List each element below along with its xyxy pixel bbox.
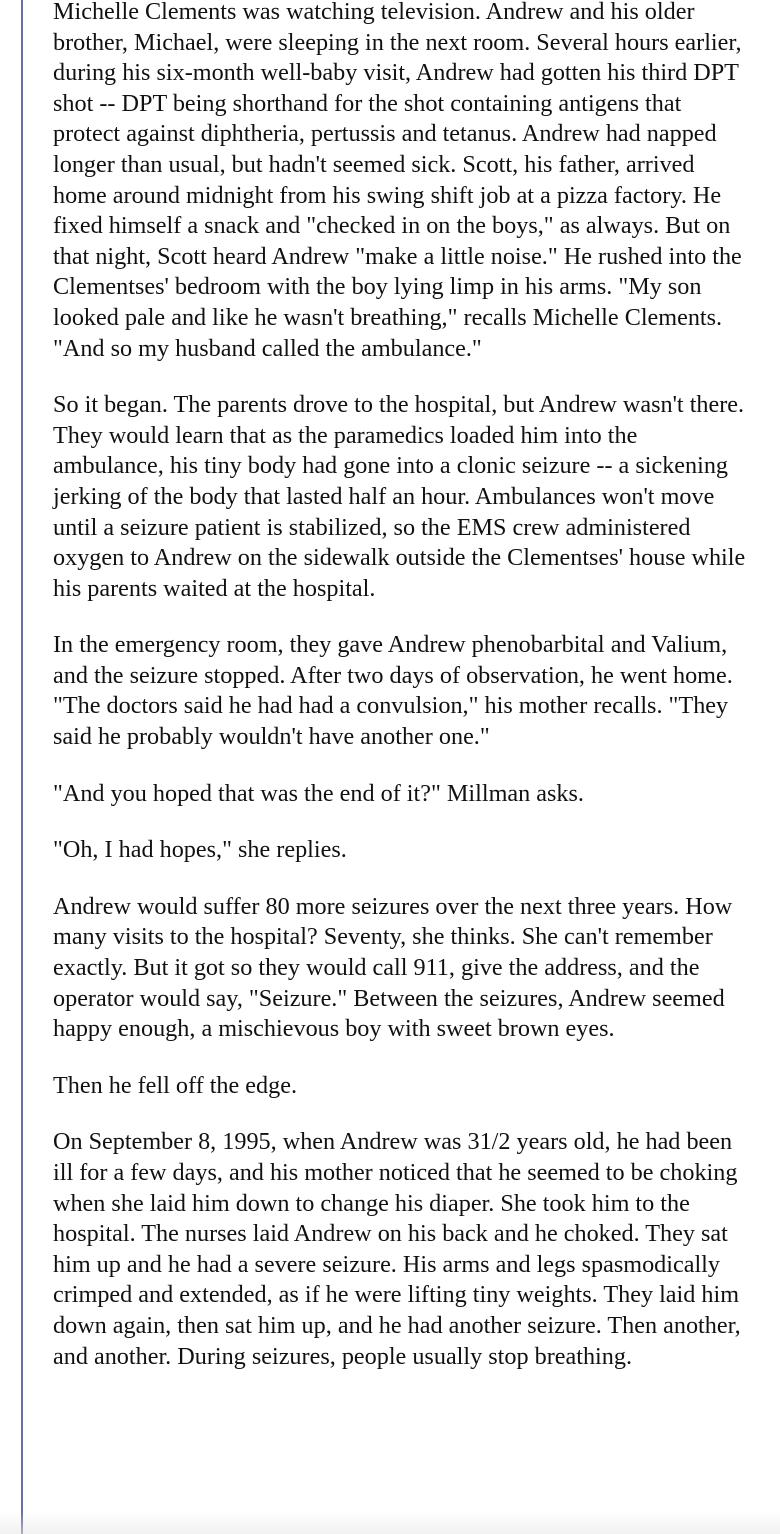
paragraph-7: Then he fell off the edge. — [53, 1071, 298, 1099]
paragraph-5: "Oh, I had hopes," she replies. — [53, 836, 347, 864]
left-margin-rule — [21, 0, 23, 1534]
paragraph-3: In the emergency room, they gave Andrew phenobarbital and Valium, and the seizure stopped. After two days of observation, he went home. "The doctors said he had had a convulsion," his mother recalls. "They said he probably wouldn't have another one." — [53, 631, 733, 751]
paragraph-8: On September 8, 1995, when Andrew was 31/2 years old, he had been ill for a few days, and his mother noticed that he seemed to be choking when she laid him down to change his diaper. She took him to the hospital. The nurses laid Andrew on his back and he choked. They sat him up and he had a severe seizure. His arms and legs spasmodically crimped and extended, as if he were lifting tiny weights. They laid him down again, then sat him up, and he had another seizure. Then another, and another. During seizures, people usually stop breathing. — [53, 1128, 741, 1370]
paragraph-2: So it began. The parents drove to the hospital, but Andrew wasn't there. They would learn that as the paramedics loaded him into the ambulance, his tiny body had gone into a clonic seizure -- a sickening jerking of the body that lasted half an hour. Ambulances won't move until a seizure patient is stabilized, so the EMS crew administered oxygen to Andrew on the sidewalk outside the Clementses' house while his parents waited at the hospital. — [53, 391, 746, 602]
article-body — [53, 0, 753, 1398]
paragraph-4: "And you hoped that was the end of it?" Millman asks. — [53, 779, 584, 807]
bottom-fade — [0, 1512, 780, 1534]
paragraph-1: Michelle Clements was watching television. Andrew and his older brother, Michael, were sleeping in the next room. Several hours earlier, during his six-month well-baby visit, Andrew had gotten his third DPT shot -- DPT being shorthand for the shot containing antigens that protect against diphtheria, pertussis and tetanus. Andrew had napped longer than usual, but hadn't seemed sick. Scott, his father, arrived home around midnight from his swing shift job at a pizza factory. He fixed himself a snack and "checked in on the boys," as always. But on that night, Scott heard Andrew "make a little noise." He rushed into the Clementses' bedroom with the boy lying limp in his arms. "My son looked pale and like he wasn't breathing," recalls Michelle Clements. "And so my husband called the ambulance." — [53, 0, 742, 362]
paragraph-6: Andrew would suffer 80 more seizures over the next three years. How many visits to the hospital? Seventy, she thinks. She can't remember exactly. But it got so they would call 911, give the address, and the operator would say, "Seizure." Between the seizures, Andrew seemed happy enough, a mischievous boy with sweet brown eyes. — [53, 892, 733, 1043]
